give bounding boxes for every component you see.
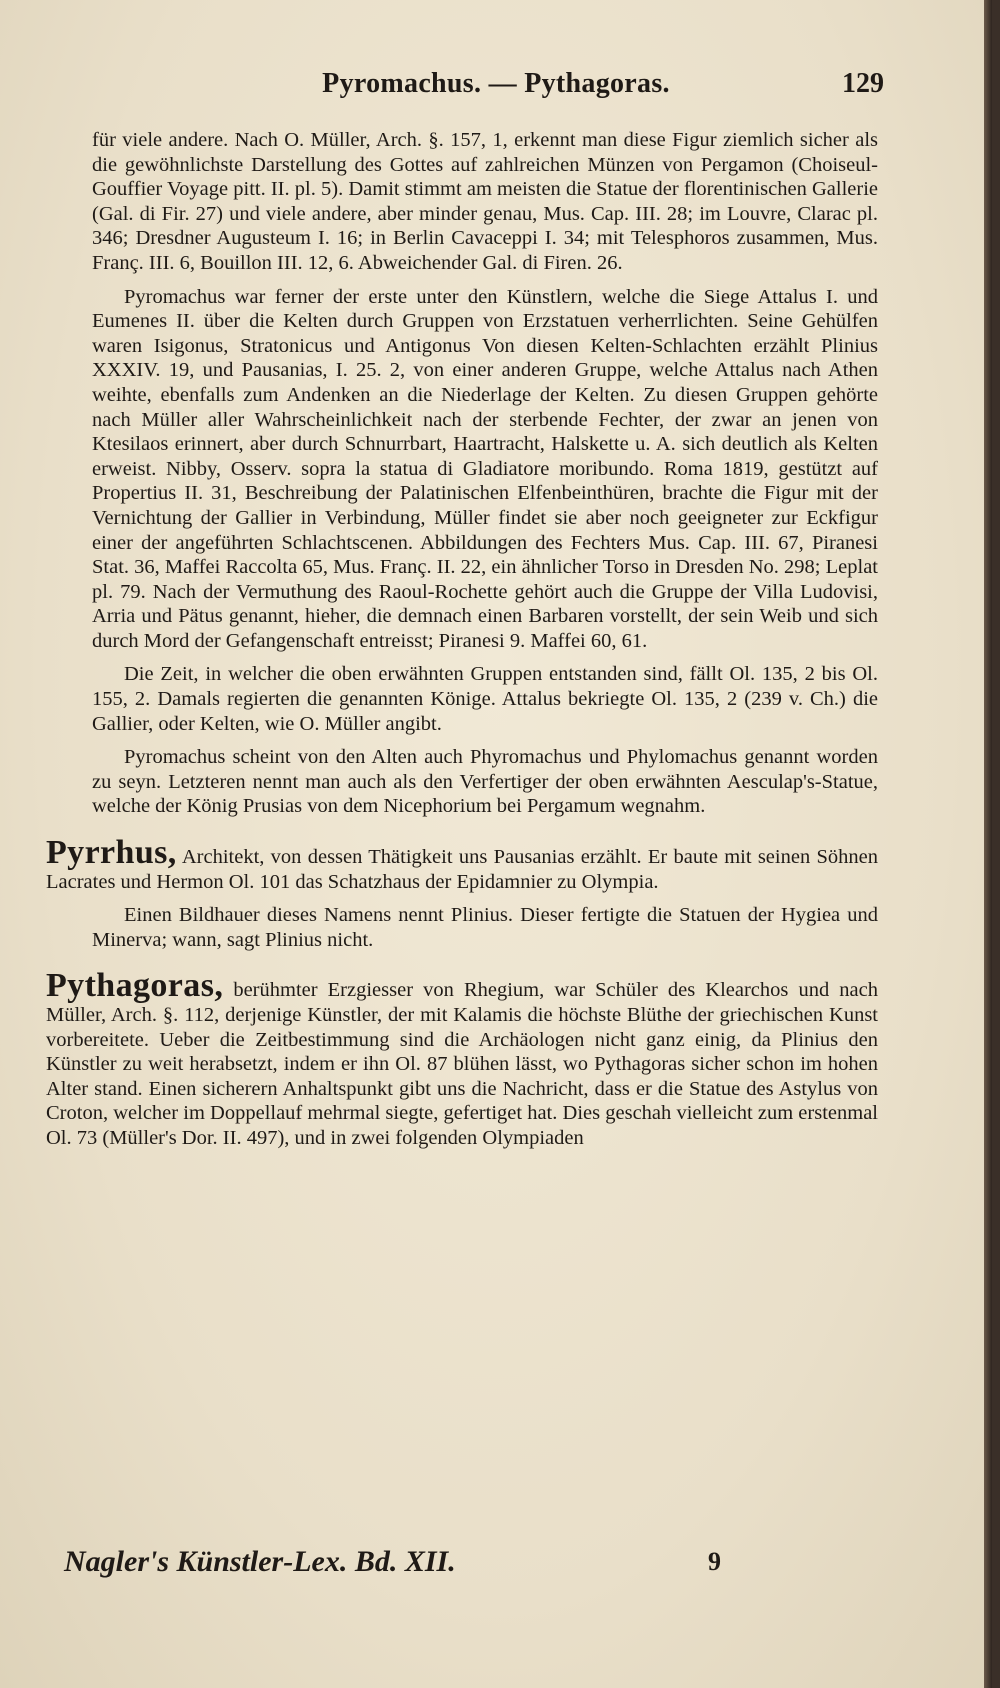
page-edge-shadow — [984, 0, 992, 1688]
paragraph-dating: Die Zeit, in welcher die oben erwähnten Gruppen entstanden sind, fällt Ol. 135, 2 bis Ol. 155, 2. Damals regierten die genannten Könige. Attalus bekriegte Ol. 135, 2 (239 v. Ch.) die Gallier, oder Kelten, wie O. Müller angibt. — [92, 663, 878, 735]
running-title: Pyromachus. — Pythagoras. — [322, 68, 670, 99]
entry-pyrrhus-text: Architekt, von dessen Thätigkeit uns Pausanias erzählt. Er baute mit seinen Söhnen Lacrates und Hermon Ol. 101 das Schatzhaus der Epidamnier zu Olympia. — [46, 846, 878, 893]
page-header — [0, 68, 992, 112]
entry-pythagoras — [46, 967, 878, 1150]
body-text — [46, 128, 878, 1151]
entry-pyrrhus — [46, 834, 878, 894]
page-number: 129 — [842, 68, 884, 99]
headword-pyrrhus: Pyrrhus, — [46, 834, 177, 872]
paragraph-continuation: für viele andere. Nach O. Müller, Arch. §. 157, 1, erkennt man diese Figur ziemlich sicher als die gewöhnlichste Darstellung des Gottes auf zahlreichen Münzen von Pergamon (Choiseul-Gouffier Voyage pitt. II. pl. 5). Damit stimmt am meisten die Statue der florentinischen Gallerie (Gal. di Fir. 27) und viele andere, aber minder genau, Mus. Cap. III. 28; im Louvre, Clarac pl. 346; Dresdner Augusteum I. 16; in Berlin Cavaceppi I. 34; mit Telesphoros zusammen, Mus. Franç. III. 6, Bouillon III. 12, 6. Abweichender Gal. di Firen. 26. — [92, 129, 878, 274]
signature-mark: 9 — [708, 1547, 721, 1576]
page-footer — [0, 1545, 992, 1585]
paragraph-name-variants: Pyromachus scheint von den Alten auch Phyromachus und Phylomachus genannt worden zu seyn. Letzteren nennt man auch als den Verfertiger der oben erwähnten Aesculap's-Statue, welche der König Prusias von dem Nicephorium bei Pergamum wegnahm. — [92, 746, 878, 818]
footer-title: Nagler's Künstler-Lex. Bd. XII. — [64, 1545, 456, 1578]
headword-pythagoras: Pythagoras, — [46, 967, 224, 1005]
paragraph-pyrrhus-sculptor: Einen Bildhauer dieses Namens nennt Plinius. Dieser fertigte die Statuen der Hygiea und Minerva; wann, sagt Plinius nicht. — [92, 904, 878, 951]
entry-pythagoras-text: berühmter Erzgiesser von Rhegium, war Schüler des Klearchos und nach Müller, Arch. §. 112, derjenige Künstler, der mit Kalamis die höchste Blüthe der griechischen Kunst vorbereitete. Ueber die Zeitbestimmung sind die Archäologen nicht ganz einig, da Plinius den Künstler zu weit herabsetzt, indem er ihn Ol. 87 blühen lässt, wo Pythagoras sicher schon im hohen Alter stand. Einen sicherern Anhaltspunkt gibt uns die Nachricht, dass er die Statue des Astylus von Croton, welcher im Doppellauf mehrmal siegte, gefertiget hat. Dies geschah vielleicht zum erstenmal Ol. 73 (Müller's Dor. II. 497), und in zwei folgenden Olympiaden — [46, 979, 878, 1149]
paragraph-kelten-groups: Pyromachus war ferner der erste unter den Künstlern, welche die Siege Attalus I. und Eumenes II. über die Kelten durch Gruppen von Erzstatuen verherrlichten. Seine Gehülfen waren Isigonus, Stratonicus und Antigonus Von diesen Kelten-Schlachten erzählt Plinius XXXIV. 19, und Pausanias, I. 25. 2, von einer anderen Gruppe, welche Attalus nach Athen weihte, ebenfalls zum Andenken an die Niederlage der Kelten. Zu diesen Gruppen gehörte nach Müller aller Wahrscheinlichkeit nach der sterbende Fechter, der zwar an jenen von Ktesilaos erinnert, aber durch Schnurrbart, Haartracht, Halskette u. A. sich deutlich als Kelten erweist. Nibby, Osserv. sopra la statua di Gladiatore moribundo. Roma 1819, gestützt auf Propertius II. 31, Beschreibung der Palatinischen Elfenbeinthüren, brachte die Figur mit der Vernichtung der Gallier in Verbindung, Müller findet sie aber noch geeigneter zur Eckfigur einer der angeführten Schlachtscenen. Abbildungen des Fechters Mus. Cap. III. 67, Piranesi Stat. 36, Maffei Raccolta 65, Mus. Franç. II. 22, ein ähnlicher Torso in Dresden No. 298; Leplat pl. 79. Nach der Vermuthung des Raoul-Rochette gehört auch die Gruppe der Villa Ludovisi, Arria und Pätus genannt, hieher, die demnach einen Barbaren vorstellt, der sein Weib und sich durch Mord der Gefangenschaft entreisst; Piranesi 9. Maffei 60, 61. — [92, 285, 878, 652]
